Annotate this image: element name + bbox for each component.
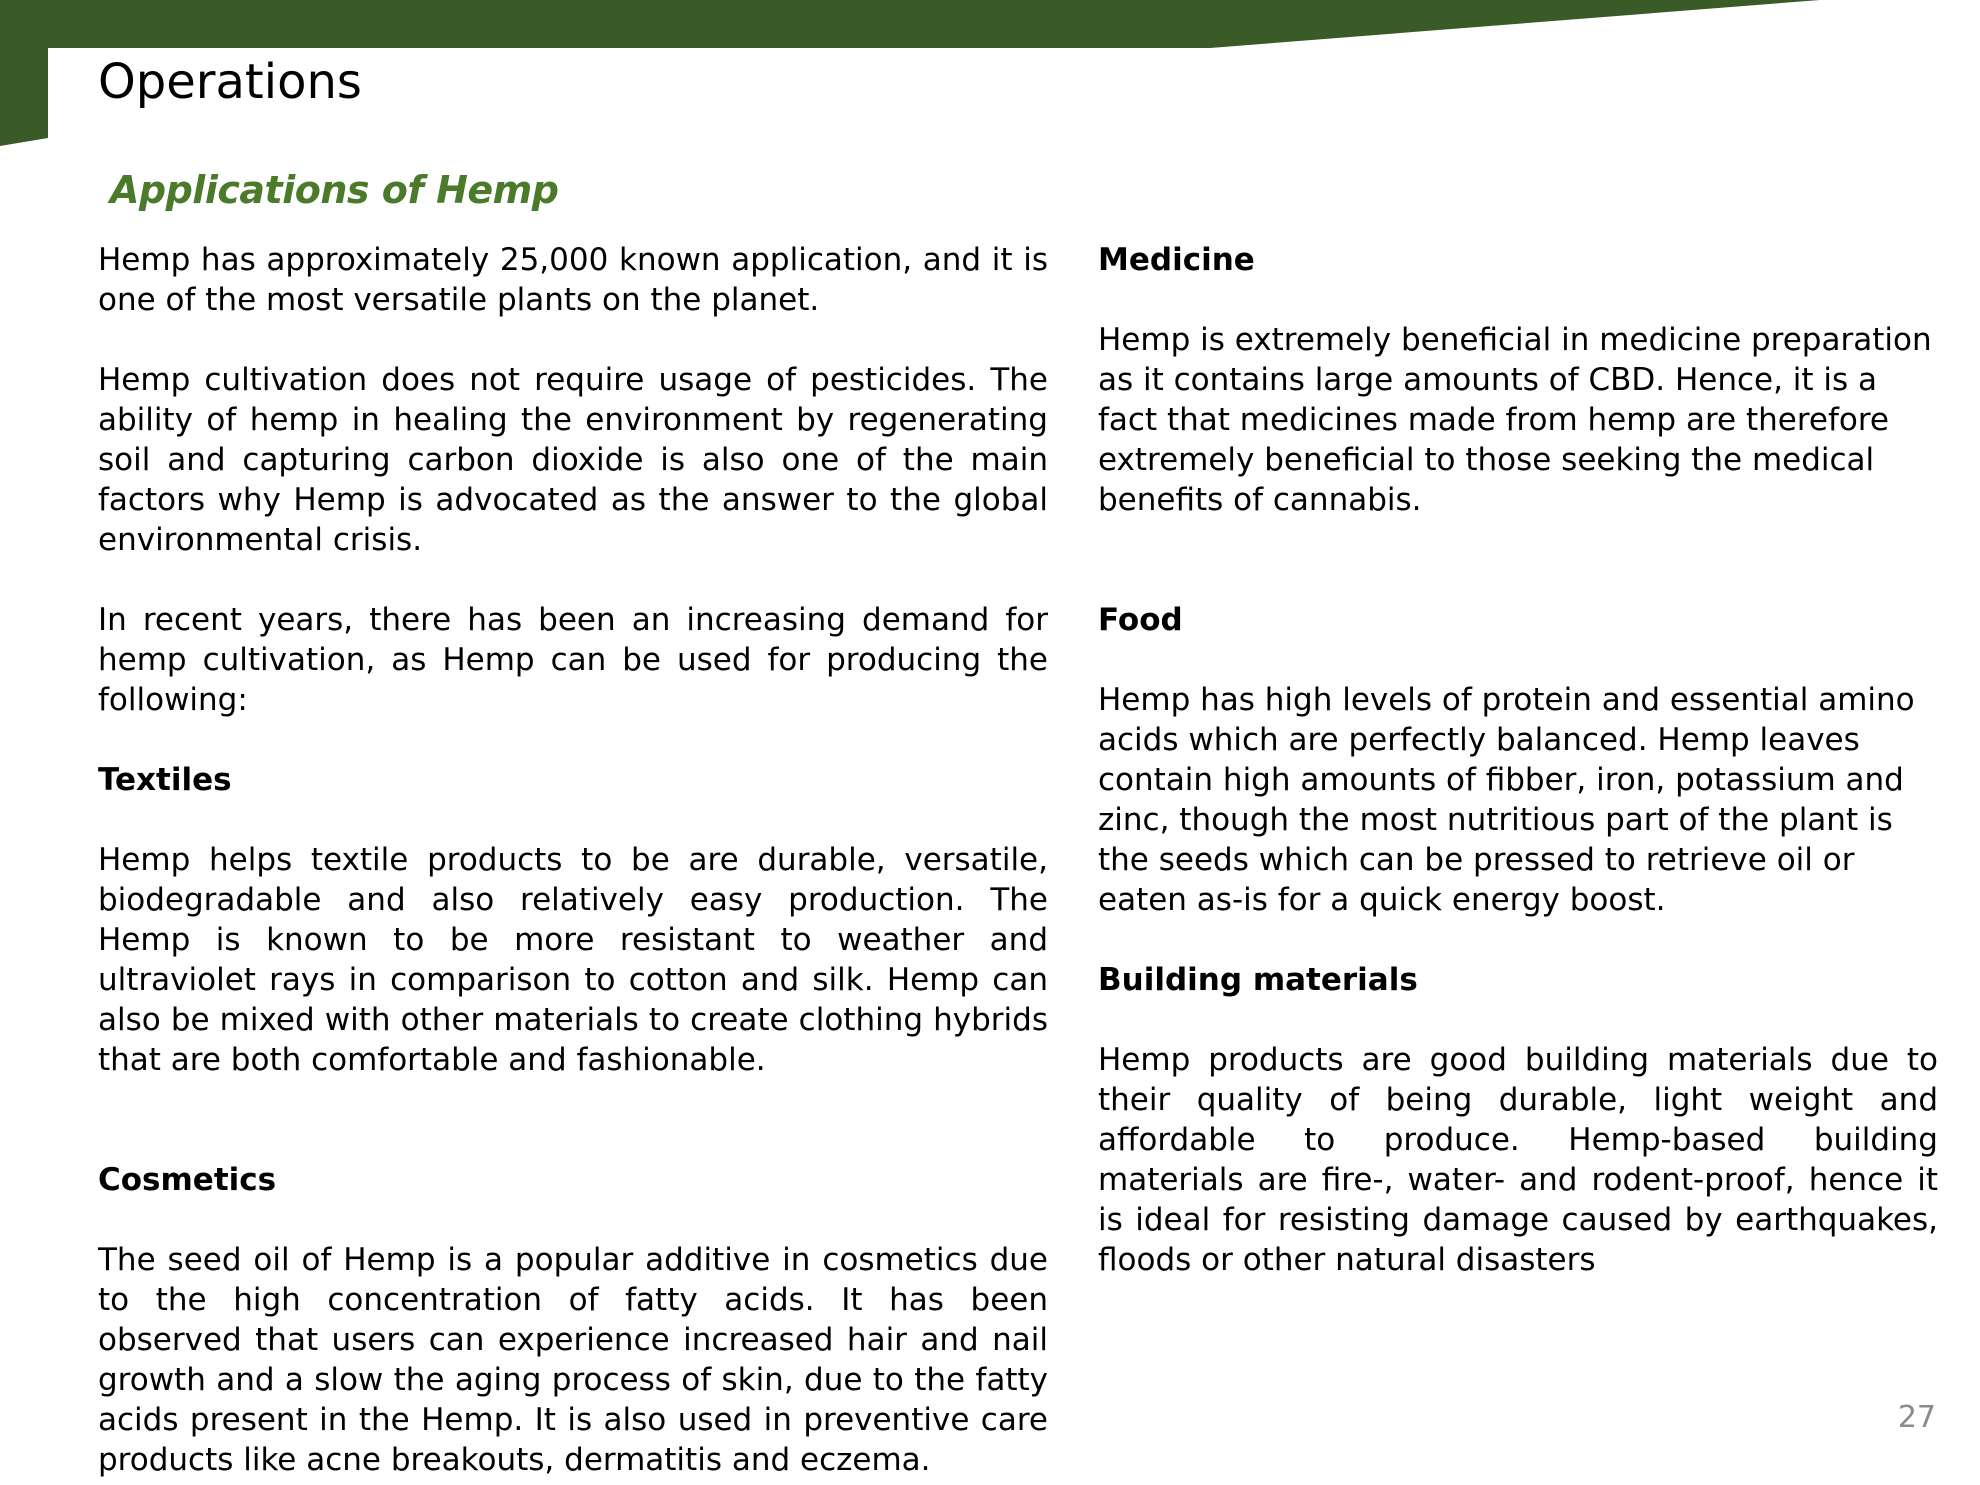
intro-paragraph: Hemp has approximately 25,000 known application, and it is one of the most versatile plants on the planet. bbox=[98, 242, 1048, 318]
demand-paragraph: In recent years, there has been an increasing demand for hemp cultivation, as Hemp can be used for producing the following: bbox=[98, 602, 1048, 718]
page-number: 27 bbox=[1897, 1400, 1936, 1435]
right-column bbox=[1098, 240, 1938, 1280]
cosmetics-paragraph: The seed oil of Hemp is a popular additive in cosmetics due to the high concentration of fatty acids. It has been observed that users can experience increased hair and nail growth and a slow the aging process of skin, due to the fatty acids present in the Hemp. It is also used in preventive care products like acne breakouts, dermatitis and eczema. bbox=[98, 1242, 1048, 1478]
building-materials-paragraph: Hemp products are good building materials due to their quality of being durable, light weight and affordable to produce. Hemp-based building materials are fire-, water- and rodent-proof, hence it is ideal for resisting damage caused by earthquakes, floods or other natural disasters bbox=[1098, 1042, 1938, 1278]
medicine-paragraph: Hemp is extremely beneficial in medicine preparation as it contains large amounts of CBD. Hence, it is a fact that medicines made from hemp are therefore extremely beneficial to those seeking the medical benefits of cannabis. bbox=[1098, 322, 1932, 518]
textiles-heading: Textiles bbox=[98, 762, 232, 798]
textiles-paragraph: Hemp helps textile products to be are durable, versatile, biodegradable and also relatively easy production. The Hemp is known to be more resistant to weather and ultraviolet rays in comparison to cotton and silk. Hemp can also be mixed with other materials to create clothing hybrids that are both comfortable and fashionable. bbox=[98, 842, 1048, 1078]
food-paragraph: Hemp has high levels of protein and essential amino acids which are perfectly balanced. Hemp leaves contain high amounts of fibber, iron, potassium and zinc, though the most nutritious part of the plant is the seeds which can be pressed to retrieve oil or eaten as-is for a quick energy boost. bbox=[1098, 682, 1915, 918]
left-column bbox=[98, 240, 1048, 1480]
food-heading: Food bbox=[1098, 602, 1183, 638]
section-title: Applications of Hemp bbox=[110, 168, 559, 212]
building-materials-heading: Building materials bbox=[1098, 962, 1418, 998]
page-title: Operations bbox=[98, 54, 362, 110]
pesticides-paragraph: Hemp cultivation does not require usage of pesticides. The ability of hemp in healing the environment by regenerating soil and capturing carbon dioxide is also one of the main factors why Hemp is advocated as the answer to the global environmental crisis. bbox=[98, 362, 1048, 558]
cosmetics-heading: Cosmetics bbox=[98, 1162, 277, 1198]
medicine-heading: Medicine bbox=[1098, 242, 1255, 278]
